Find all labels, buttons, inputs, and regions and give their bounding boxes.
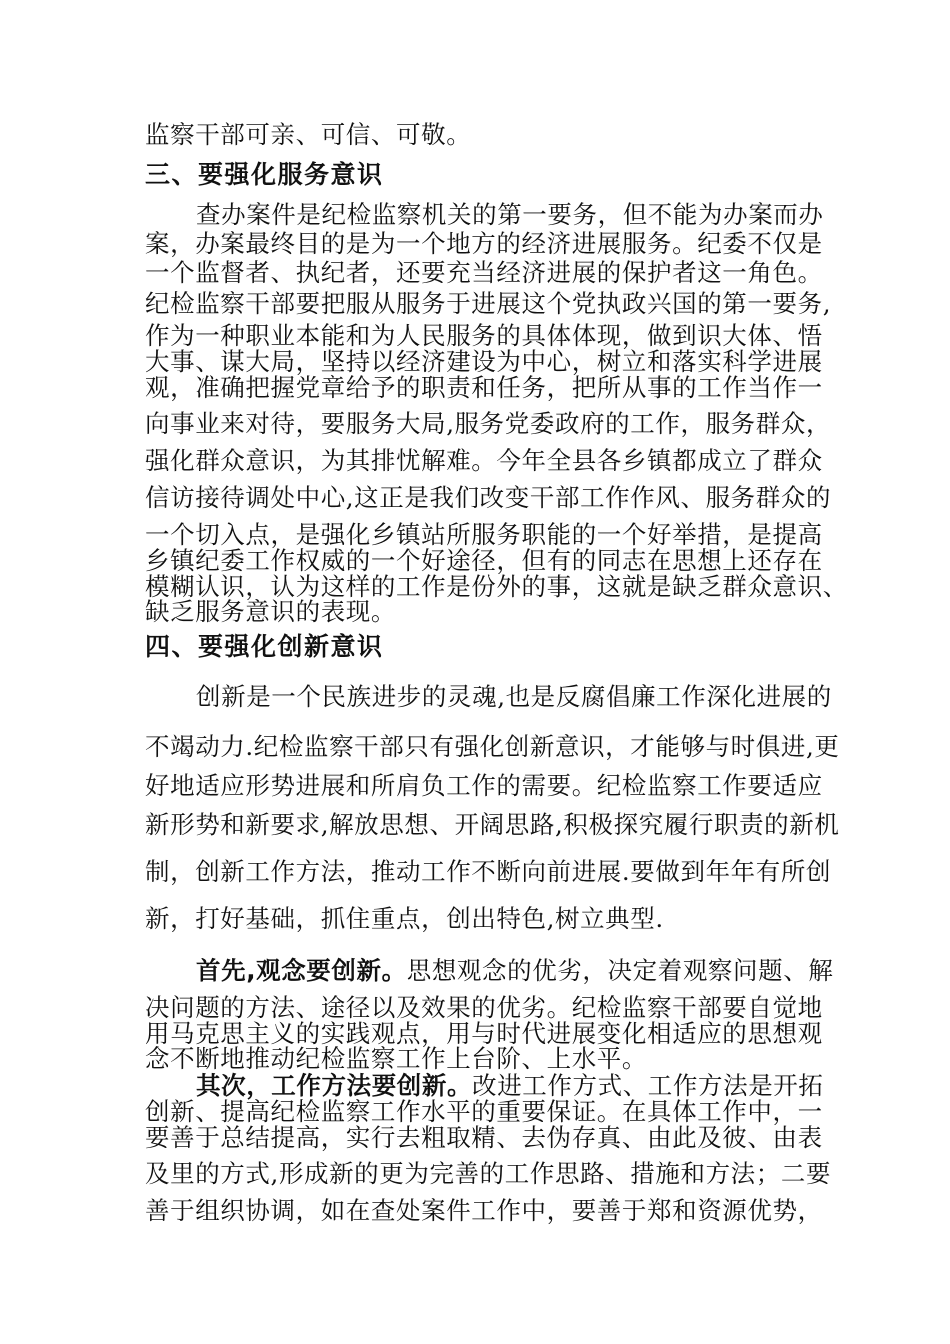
second-paragraph-line: 善于组织协调，如在查处案件工作中，要善于郑和资源优势， (145, 1196, 823, 1225)
first-paragraph-lead (196, 956, 833, 986)
section3-line: 大事、谋大局，坚持以经济建设为中心，树立和落实科学进展 (145, 347, 823, 376)
second-paragraph-line: 创新、提高纪检监察工作水平的重要保证。在具体工作中，一 (145, 1097, 823, 1126)
first-bold-phrase: 首先,观念要创新。 (196, 956, 407, 985)
section3-line: 查办案件是纪检监察机关的第一要务，但不能为办案而办 (196, 200, 824, 229)
first-lead-rest: 思想观念的优劣，决定着观察问题、解 (406, 956, 834, 985)
second-paragraph-line: 及里的方式,形成新的更为完善的工作思路、措施和方法；二要 (145, 1159, 832, 1188)
intro-line: 监察干部可亲、可信、可敬。 (145, 120, 472, 149)
section3-line: 信访接待调处中心,这正是我们改变干部工作作风、服务群众的 (145, 483, 832, 512)
section4-line: 新形势和新要求,解放思想、开阔思路,积极探究履行职责的新机 (145, 810, 840, 839)
section4-line: 新，打好基础，抓住重点，创出特色,树立典型. (145, 904, 664, 933)
section3-heading: 三、要强化服务意识 (145, 160, 384, 189)
section3-line: 强化群众意识，为其排忧解难。今年全县各乡镇都成立了群众 (145, 446, 823, 475)
section3-line: 作为一种职业本能和为人民服务的具体体现，做到识大体、悟 (145, 321, 823, 350)
section3-line: 一个切入点，是强化乡镇站所服务职能的一个好举措，是提高 (145, 520, 823, 549)
section3-line: 乡镇纪委工作权威的一个好途径，但有的同志在思想上还存在 (145, 546, 823, 575)
section3-line: 模糊认识，认为这样的工作是份外的事，这就是缺乏群众意识、 (145, 572, 848, 601)
section4-line: 制，创新工作方法，推动工作不断向前进展.要做到年年有所创 (145, 857, 832, 886)
section3-line: 向事业来对待，要服务大局,服务党委政府的工作，服务群众， (145, 409, 832, 438)
first-paragraph-line: 念不断地推动纪检监察工作上台阶、上水平。 (145, 1044, 647, 1073)
second-bold-phrase: 其次，工作方法要创新。 (196, 1071, 473, 1100)
second-paragraph-line: 要善于总结提高，实行去粗取精、去伪存真、由此及彼、由表 (145, 1123, 823, 1152)
section4-line: 创新是一个民族进步的灵魂,也是反腐倡廉工作深化进展的 (196, 682, 832, 711)
first-paragraph-line: 用马克思主义的实践观点，用与时代进展变化相适应的思想观 (145, 1019, 823, 1048)
section3-line: 缺乏服务意识的表现。 (145, 597, 396, 626)
section3-line: 观，准确把握党章给予的职责和任务，把所从事的工作当作一 (145, 373, 823, 402)
section3-line: 一个监督者、执纪者，还要充当经济进展的保护者这一角色。 (145, 258, 823, 287)
section4-line: 好地适应形势进展和所肩负工作的需要。纪检监察工作要适应 (145, 771, 823, 800)
first-paragraph-line: 决问题的方法、途径以及效果的优劣。纪检监察干部要自觉地 (145, 993, 823, 1022)
section3-line: 纪检监察干部要把服从服务于进展这个党执政兴国的第一要务, (145, 289, 832, 318)
second-lead-rest: 改进工作方式、工作方法是开拓 (472, 1071, 824, 1100)
section3-line: 案，办案最终目的是为一个地方的经济进展服务。纪委不仅是 (145, 229, 823, 258)
section4-line: 不竭动力.纪检监察干部只有强化创新意识，才能够与时俱进,更 (145, 732, 840, 761)
section4-heading: 四、要强化创新意识 (145, 632, 384, 661)
